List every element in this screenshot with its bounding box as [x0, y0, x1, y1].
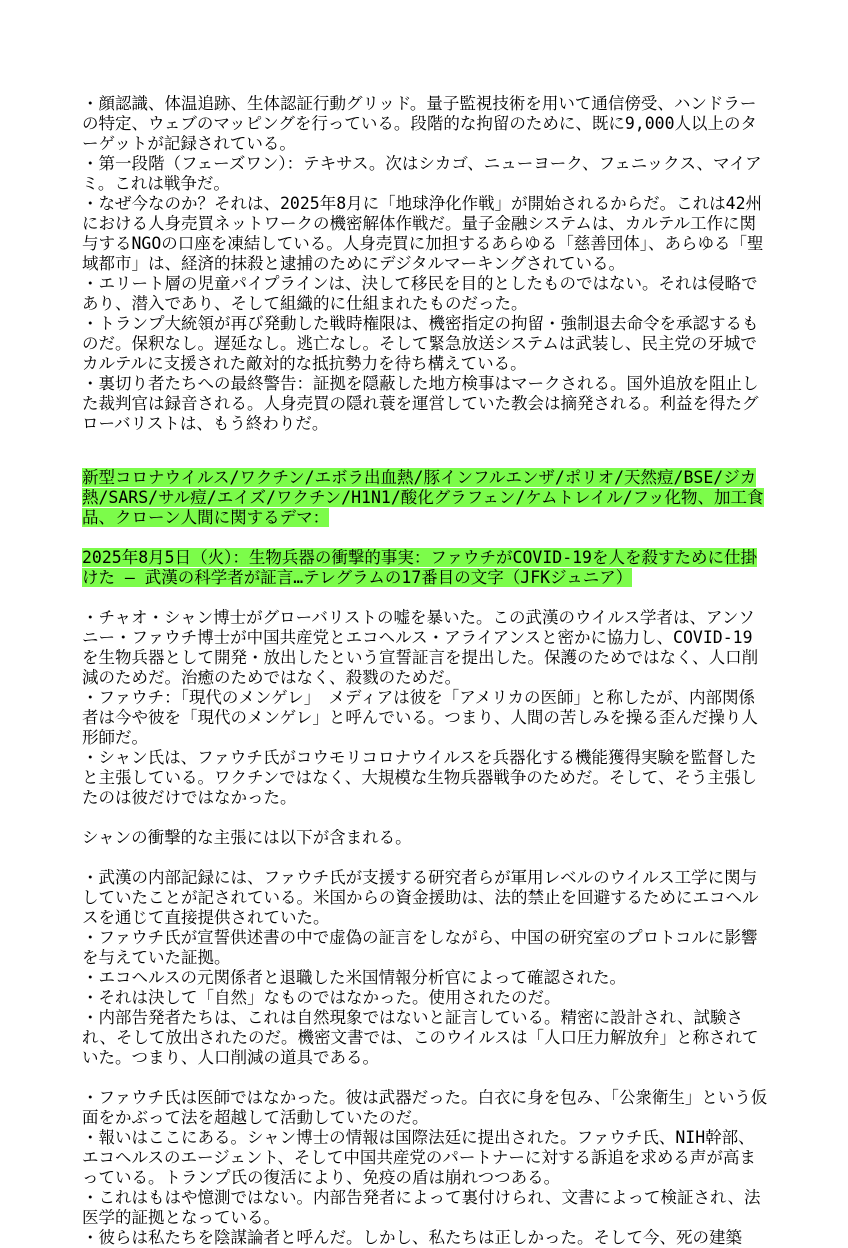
- bullet-paragraph: ・それは決して「自然」なものではなかった。使用されたのだ。: [82, 988, 561, 1007]
- section-testimony: [82, 608, 768, 808]
- bullet-paragraph: ・顔認識、体温追跡、生体認証行動グリッド。量子監視技術を用いて通信傍受、ハンドラーの特定、ウェブのマッピングを行っている。段階的な拘留のために、既に9,000人以上のターゲットが記録されている。: [82, 94, 758, 153]
- bullet-paragraph: ・トランプ大統領が再び発動した戦時権限は、機密指定の拘留・強制退去命令を承認するものだ。保釈なし。遅延なし。逃亡なし。そして緊急放送システムは武装し、民主党の牙城でカルテルに支援された敵対的な抵抗勢力を待ち構えている。: [82, 314, 759, 373]
- spacer: [82, 528, 768, 548]
- section-conclusion: [82, 1088, 768, 1248]
- bullet-paragraph: ・第一段階（フェーズワン）：テキサス。次はシカゴ、ニューヨーク、フェニックス、マイアミ。これは戦争だ。: [82, 154, 762, 193]
- spacer: [82, 848, 768, 868]
- bullet-paragraph: ・チャオ・シャン博士がグローバリストの嘘を暴いた。この武漢のウイルス学者は、アンソニー・ファウチ博士が中国共産党とエコヘルス・アライアンスと密かに協力し、COVID-19を生物兵器として開発・放出したという宣誓証言を提出した。保護のためではなく、人口削減のためだ。治癒のためではなく、殺戮のためだ。: [82, 608, 759, 687]
- spacer: [82, 588, 768, 608]
- bullet-paragraph: ・武漢の内部記録には、ファウチ氏が支援する研究者らが軍用レベルのウイルス工学に関与していたことが記されている。米国からの資金援助は、法的禁止を回避するためにエコヘルスを通じて直接提供されていた。: [82, 868, 759, 927]
- intro-paragraph: シャンの衝撃的な主張には以下が含まれる。: [82, 828, 412, 847]
- highlight-subheading-text: 2025年8月5日（火）：生物兵器の衝撃的事実：ファウチがCOVID-19を人を殺すために仕掛けた ― 武漢の科学者が証言…テレグラムの17番目の文字（JFKジュニア）: [82, 548, 757, 587]
- bullet-paragraph: ・これはもはや憶測ではない。内部告発者によって裏付けられ、文書によって検証され、法医学的証拠となっている。: [82, 1188, 761, 1227]
- bullet-paragraph: ・エリート層の児童パイプラインは、決して移民を目的としたものではない。それは侵略であり、潜入であり、そして組織的に仕組まれたものだった。: [82, 274, 758, 313]
- document-body: [82, 94, 768, 1248]
- bullet-paragraph: ・彼らは私たちを陰謀論者と呼んだ。しかし、私たちは正しかった。そして今、死の建築: [82, 1228, 742, 1247]
- spacer: [82, 808, 768, 828]
- section-surveillance: [82, 94, 768, 434]
- highlighted-subheading: [82, 548, 768, 588]
- bullet-paragraph: ・ファウチ氏は医師ではなかった。彼は武器だった。白衣に身を包み、「公衆衛生」という仮面をかぶって法を超越して活動していたのだ。: [82, 1088, 768, 1127]
- bullet-paragraph: ・シャン氏は、ファウチ氏がコウモリコロナウイルスを兵器化する機能獲得実験を監督したと主張している。ワクチンではなく、大規模な生物兵器戦争のためだ。そして、そう主張したのは彼だけではなかった。: [82, 748, 758, 807]
- highlighted-heading: [82, 468, 768, 528]
- spacer: [82, 1068, 768, 1088]
- bullet-paragraph: ・ファウチ氏が宣誓供述書の中で虚偽の証言をしながら、中国の研究室のプロトコルに影響を与えていた証拠。: [82, 928, 758, 967]
- bullet-paragraph: ・内部告発者たちは、これは自然現象ではないと証言している。精密に設計され、試験され、そして放出されたのだ。機密文書では、このウイルスは「人口圧力解放弁」と称されていた。つまり、人口削減の道具である。: [82, 1008, 759, 1067]
- section-claims: [82, 868, 768, 1068]
- bullet-paragraph: ・報いはここにある。シャン博士の情報は国際法廷に提出された。ファウチ氏、NIH幹部、エコヘルスのエージェント、そして中国共産党のパートナーに対する訴追を求める声が高まっている。トランプ氏の復活により、免疫の盾は崩れつつある。: [82, 1128, 756, 1187]
- bullet-paragraph: ・裏切り者たちへの最終警告：証拠を隠蔽した地方検事はマークされる。国外追放を阻止した裁判官は録音される。人身売買の隠れ蓑を運営していた教会は摘発される。利益を得たグローバリストは、もう終わりだ。: [82, 374, 759, 433]
- highlight-heading-text: 新型コロナウイルス/ワクチン/エボラ出血熱/豚インフルエンザ/ポリオ/天然痘/BSE/ジカ熱/SARS/サル痘/エイズ/ワクチン/H1N1/酸化グラフェン/ケムトレイル/フッ化物、加工食品、クローン人間に関するデマ：: [82, 468, 764, 527]
- bullet-paragraph: ・なぜ今なのか？それは、2025年8月に「地球浄化作戦」が開始されるからだ。これは42州における人身売買ネットワークの機密解体作戦だ。量子金融システムは、カルテル工作に関与するNGOの口座を凍結している。人身売買に加担するあらゆる「慈善団体」、あらゆる「聖域都市」は、経済的抹殺と逮捕のためにデジタルマーキングされている。: [82, 194, 764, 273]
- bullet-paragraph: ・エコヘルスの元関係者と退職した米国情報分析官によって確認された。: [82, 968, 627, 987]
- spacer: [82, 434, 768, 468]
- bullet-paragraph: ・ファウチ：「現代のメンゲレ」 メディアは彼を「アメリカの医師」と称したが、内部関係者は今や彼を「現代のメンゲレ」と呼んでいる。つまり、人間の苦しみを操る歪んだ操り人形師だ。: [82, 688, 758, 747]
